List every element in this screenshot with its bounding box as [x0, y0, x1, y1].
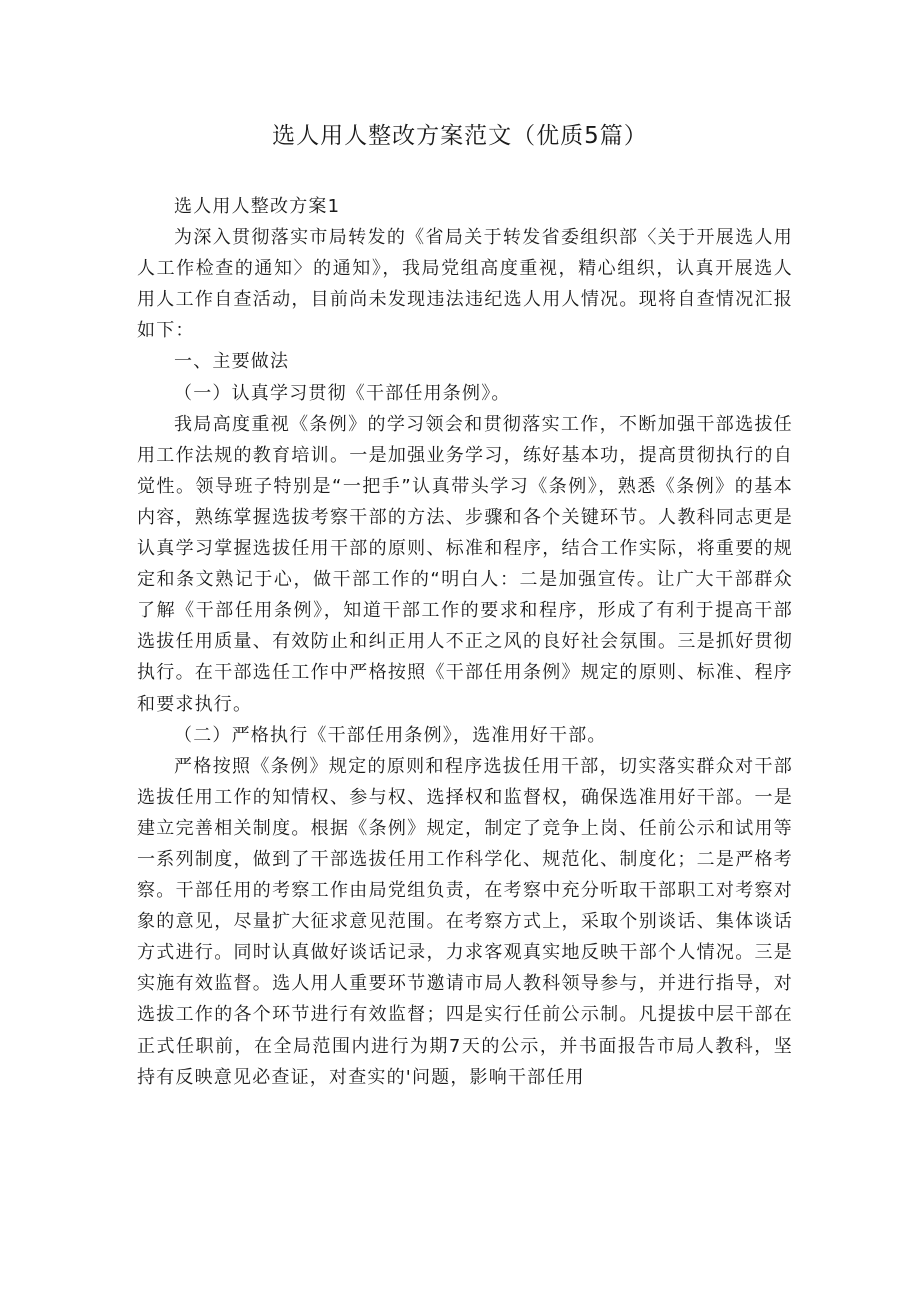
body-paragraph-1: 我局高度重视《条例》的学习领会和贯彻落实工作，不断加强干部选拔任用工作法规的教育培训。一是加强业务学习，练好基本功，提高贯彻执行的自觉性。领导班子特别是“一把手”认真带头学习《条例》，熟悉《条例》的基本内容，熟练掌握选拔考察干部的方法、步骤和各个关键环节。人教科同志更是认真学习掌握选拔任用干部的原则、标准和程序，结合工作实际，将重要的规定和条文熟记于心，做干部工作的“明白人：二是加强宣传。让广大干部群众了解《干部任用条例》，知道干部工作的要求和程序，形成了有利于提高干部选拔任用质量、有效防止和纠正用人不正之风的良好社会氛围。三是抓好贯彻执行。在干部选任工作中严格按照《干部任用条例》规定的原则、标准、程序和要求执行。 — [137, 413, 793, 715]
body-paragraph-2: 严格按照《条例》规定的原则和程序选拔任用干部，切实落实群众对干部选拔任用工作的知情权、参与权、选择权和监督权，确保选准用好干部。一是建立完善相关制度。根据《条例》规定，制定了竞争上岗、任前公示和试用等一系列制度，做到了干部选拔任用工作科学化、规范化、制度化；二是严格考察。干部任用的考察工作由局党组负责，在考察中充分听取干部职工对考察对象的意见，尽量扩大征求意见范围。在考察方式上，采取个别谈话、集体谈话方式进行。同时认真做好谈话记录，力求客观真实地反映干部个人情况。三是实施有效监督。选人用人重要环节邀请市局人教科领导参与，并进行指导，对选拔工作的各个环节进行有效监督；四是实行任前公示制。凡提拔中层干部在正式任职前，在全局范围内进行为期7天的公示，并书面报告市局人教科，坚持有反映意见必查证，对查实的'问题，影响干部任用 — [137, 755, 793, 1088]
subsection-heading-2: （二）严格执行《干部任用条例》，选准用好干部。 — [174, 724, 607, 746]
document-body — [137, 191, 793, 1093]
section-heading-plan-1: 选人用人整改方案1 — [174, 196, 341, 217]
subsection-heading-1: （一）认真学习贯彻《干部任用条例》。 — [174, 382, 511, 404]
intro-paragraph: 为深入贯彻落实市局转发的《省局关于转发省委组织部〈关于开展选人用人工作检查的通知〉的通知》，我局党组高度重视，精心组织，认真开展选人用人工作自查活动，目前尚未发现违法违纪选人用人情况。现将自查情况汇报如下： — [137, 227, 793, 342]
section-heading-main-practices: 一、主要做法 — [174, 351, 290, 373]
document-title: 选人用人整改方案范文（优质5篇） — [272, 123, 648, 149]
